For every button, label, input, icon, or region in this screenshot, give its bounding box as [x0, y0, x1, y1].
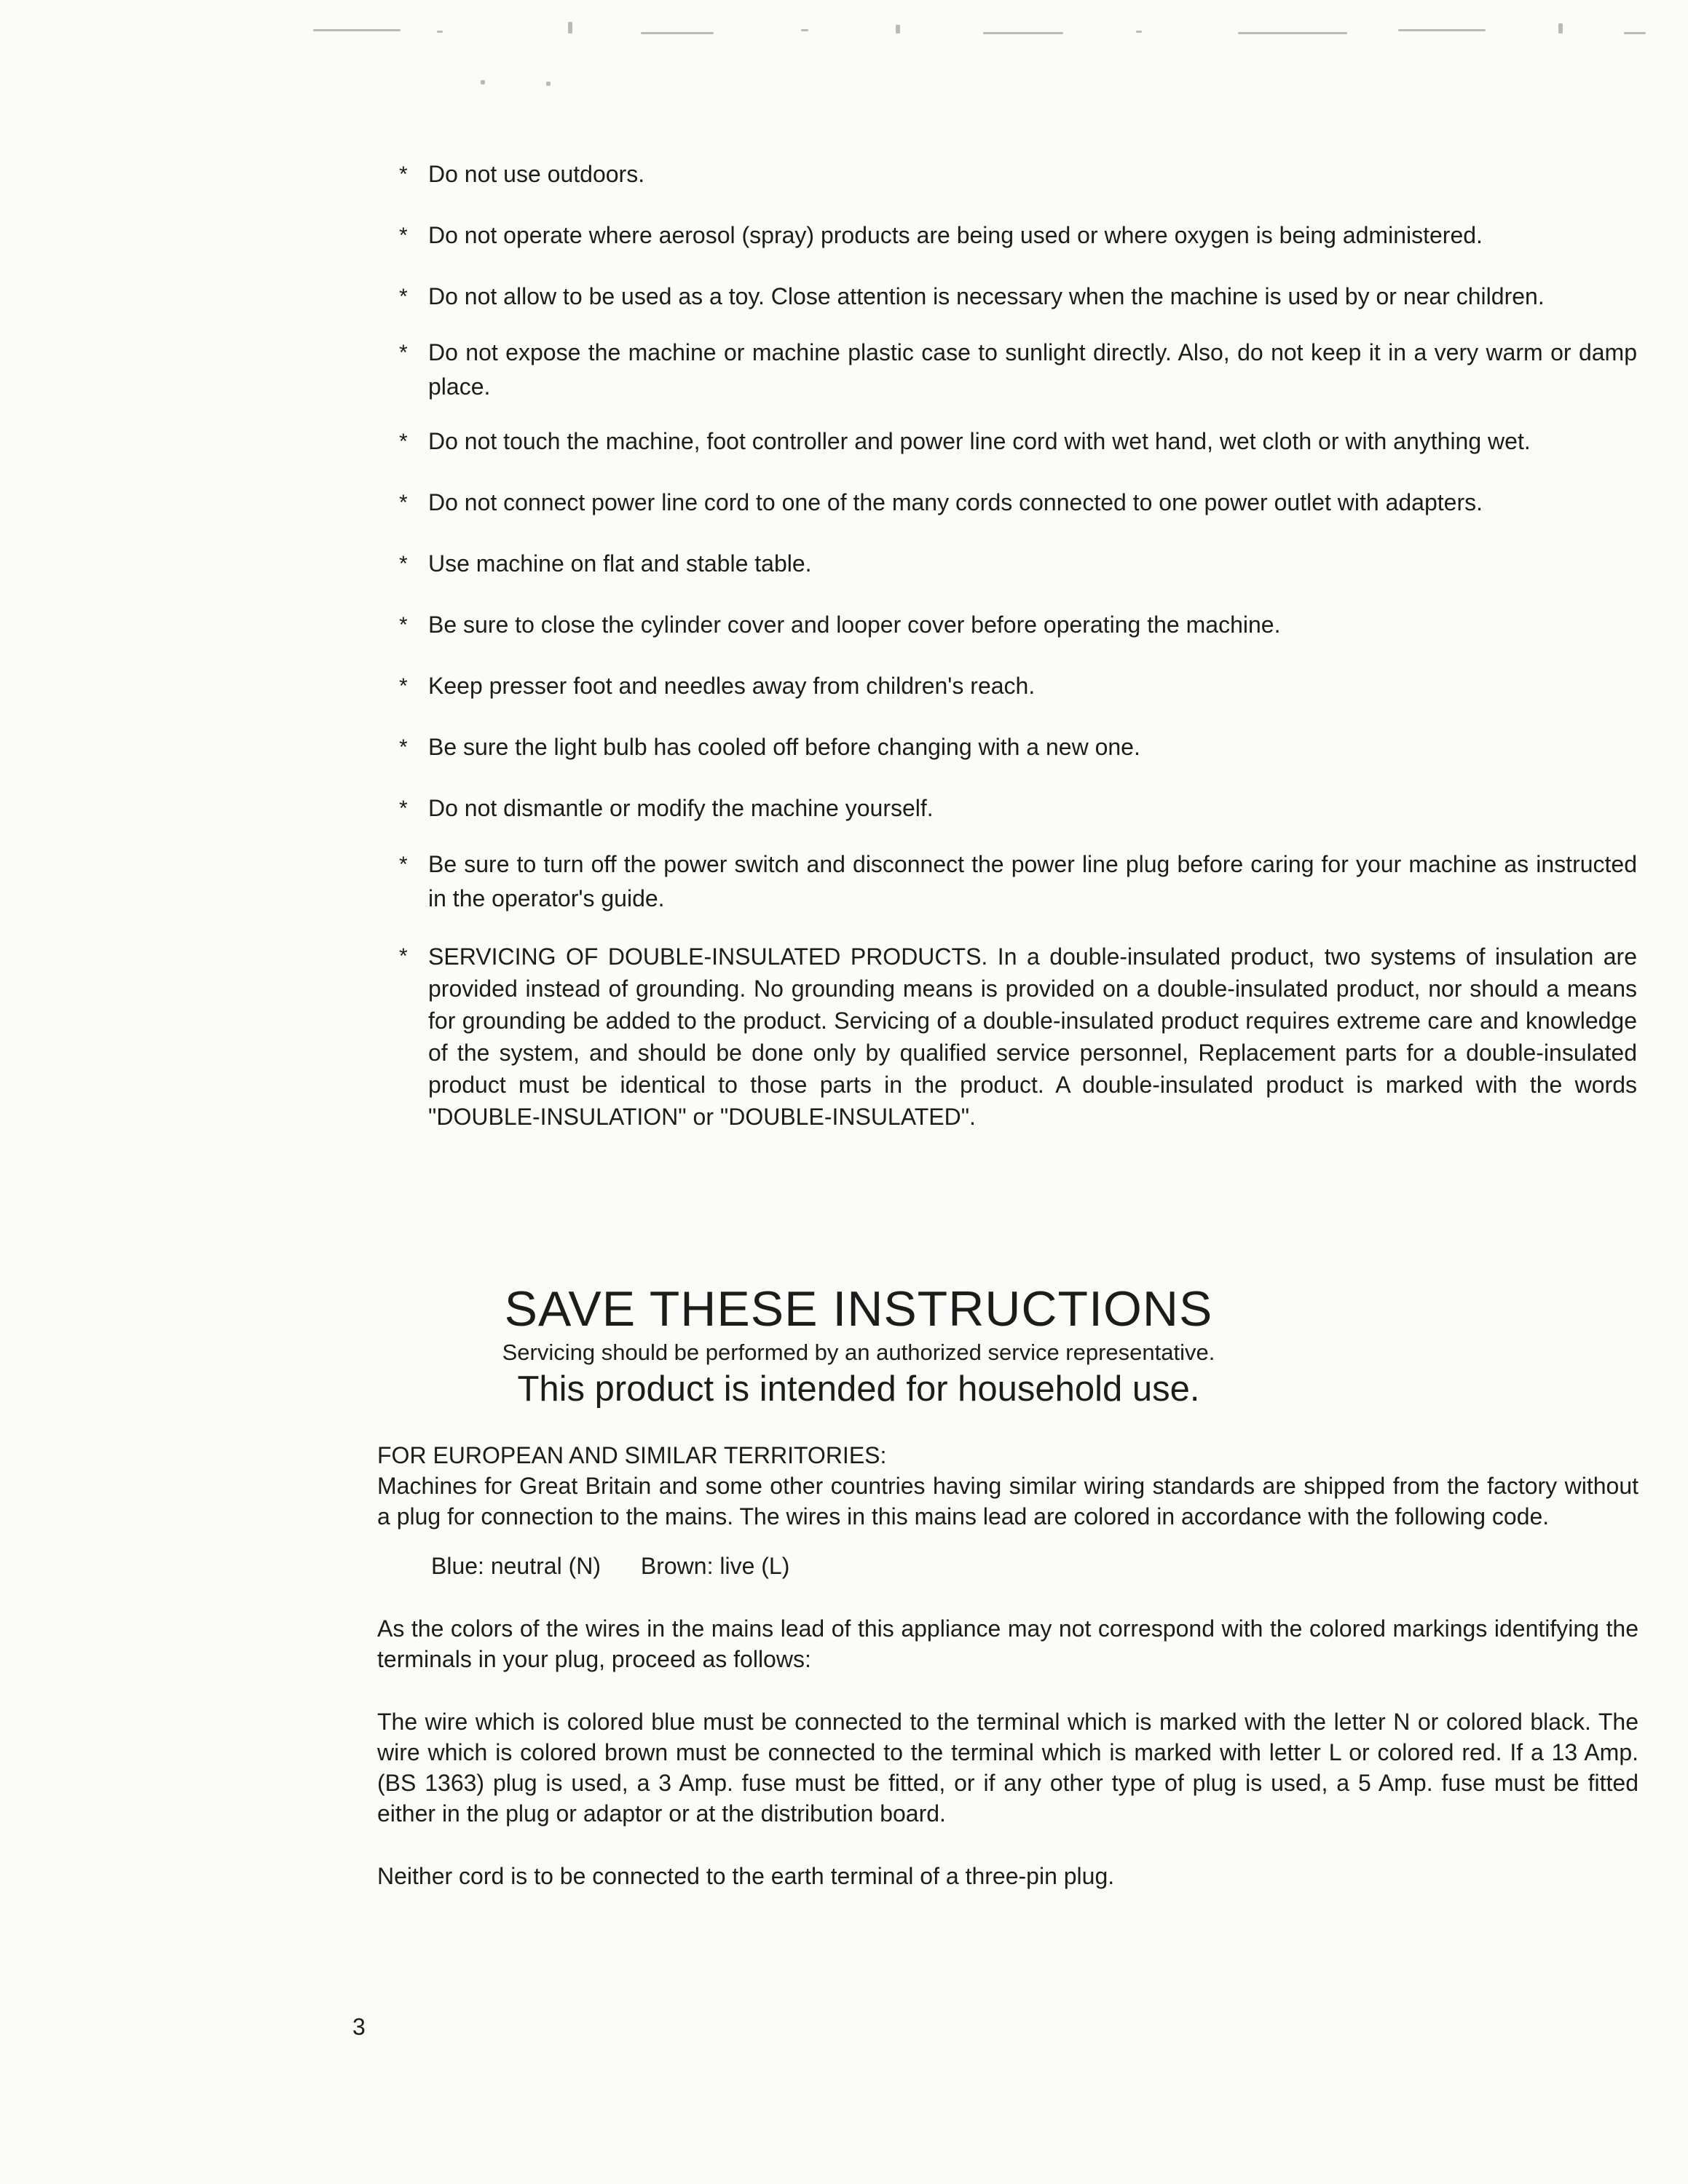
- scan-speck: [1398, 29, 1486, 31]
- safety-bullet: [399, 730, 1637, 764]
- earth-terminal-note: Neither cord is to be connected to the earth terminal of a three-pin plug.: [377, 1863, 1115, 1889]
- bullet-marker: *: [399, 613, 408, 637]
- scan-speck: [896, 25, 900, 33]
- bullet-marker: *: [399, 735, 408, 759]
- bullet-marker: *: [399, 430, 408, 454]
- safety-bullet: [399, 280, 1637, 314]
- colors-note: As the colors of the wires in the mains lead of this appliance may not correspond with the colored markings identifying the terminals in your plug, proceed as follows:: [377, 1615, 1638, 1672]
- scan-speck: [437, 31, 443, 33]
- bullet-marker: *: [399, 223, 408, 248]
- wire-color-code: [377, 1551, 1638, 1581]
- bullet-text: Keep presser foot and needles away from children's reach.: [428, 673, 1036, 699]
- safety-bullet: [399, 424, 1637, 459]
- safety-bullet: [399, 547, 1637, 581]
- bullet-text: Do not touch the machine, foot controller and power line cord with wet hand, wet cloth or with anything wet.: [428, 428, 1531, 454]
- household-use-note: This product is intended for household use.: [517, 1369, 1200, 1409]
- bullet-marker: *: [399, 852, 408, 877]
- scan-speck: [801, 29, 808, 31]
- european-heading: FOR EUROPEAN AND SIMILAR TERRITORIES:: [377, 1442, 887, 1468]
- scan-speck: [546, 82, 551, 86]
- bullet-text: Do not use outdoors.: [428, 161, 645, 187]
- european-territories-section: [377, 1440, 1638, 1891]
- safety-bullet: [399, 336, 1637, 404]
- scan-speck: [568, 22, 572, 33]
- bullet-text: Do not connect power line cord to one of the many cords connected to one power outlet with adapters.: [428, 489, 1483, 515]
- bullet-marker: *: [399, 944, 408, 968]
- bullet-marker: *: [399, 162, 408, 186]
- bullet-marker: *: [399, 285, 408, 309]
- scan-speck: [1136, 31, 1142, 33]
- bullet-marker: *: [399, 674, 408, 698]
- bullet-text: Do not allow to be used as a toy. Close attention is necessary when the machine is used by or near children.: [428, 283, 1545, 309]
- bullet-text: Do not operate where aerosol (spray) products are being used or where oxygen is being administered.: [428, 222, 1483, 248]
- bullet-text: Do not dismantle or modify the machine yourself.: [428, 795, 934, 821]
- bullet-text: Be sure to close the cylinder cover and looper cover before operating the machine.: [428, 612, 1281, 638]
- safety-bullet: [399, 941, 1637, 1133]
- safety-bullet-list: [399, 157, 1637, 1133]
- scan-speck: [313, 29, 401, 31]
- bullet-text: Be sure the light bulb has cooled off before changing with a new one.: [428, 734, 1140, 760]
- european-intro: Machines for Great Britain and some other countries having similar wiring standards are shipped from the factory without a plug for connection to the mains. The wires in this mains lead are colored in accordance with the following code.: [377, 1473, 1638, 1530]
- wiring-instructions: The wire which is colored blue must be connected to the terminal which is marked with the letter N or colored black. The wire which is colored brown must be connected to the terminal which is marked with letter L or colored red. If a 13 Amp. (BS 1363) plug is used, a 3 Amp. fuse must be fitted, or if any other type of plug is used, a 5 Amp. fuse must be fitted either in the plug or adaptor or at the distribution board.: [377, 1709, 1638, 1827]
- scan-speck: [1624, 32, 1646, 34]
- bullet-text: Use machine on flat and stable table.: [428, 550, 812, 577]
- safety-bullet: [399, 486, 1637, 520]
- save-instructions-title: SAVE THESE INSTRUCTIONS: [504, 1281, 1213, 1337]
- bullet-marker: *: [399, 796, 408, 820]
- bullet-text: SERVICING OF DOUBLE-INSULATED PRODUCTS. In a double-insulated product, two systems of insulation are provided instead of grounding. No grounding means is provided on a double-insulated product, nor should a means for grounding be added to the product. Servicing of a double-insulated product requires extreme care and knowledge of the system, and should be done only by qualified service personnel, Replacement parts for a double-insulated product must be identical to those parts in the product. A double-insulated product is marked with the words "DOUBLE-INSULATION" or "DOUBLE-INSULATED".: [428, 943, 1637, 1130]
- page-number: 3: [352, 2014, 366, 2040]
- bullet-text: Do not expose the machine or machine plastic case to sunlight directly. Also, do not keep it in a very warm or damp place.: [428, 339, 1637, 400]
- code-brown: Brown: live (L): [640, 1553, 790, 1579]
- bullet-marker: *: [399, 552, 408, 576]
- bullet-marker: *: [399, 341, 408, 365]
- scan-speck: [641, 32, 714, 34]
- bullet-text: Be sure to turn off the power switch and disconnect the power line plug before caring for your machine as instructed in the operator's guide.: [428, 851, 1637, 911]
- bullet-marker: *: [399, 491, 408, 515]
- scan-speck: [481, 80, 485, 84]
- safety-bullet: [399, 157, 1637, 191]
- code-blue: Blue: neutral (N): [431, 1553, 601, 1579]
- safety-bullet: [399, 791, 1637, 826]
- scan-speck: [1238, 32, 1347, 34]
- safety-bullet: [399, 669, 1637, 703]
- safety-bullet: [399, 847, 1637, 916]
- scan-speck: [1558, 23, 1563, 33]
- safety-bullet: [399, 218, 1637, 253]
- safety-bullet: [399, 608, 1637, 642]
- servicing-note: Servicing should be performed by an authorized service representative.: [502, 1340, 1215, 1365]
- scan-speck: [983, 32, 1063, 34]
